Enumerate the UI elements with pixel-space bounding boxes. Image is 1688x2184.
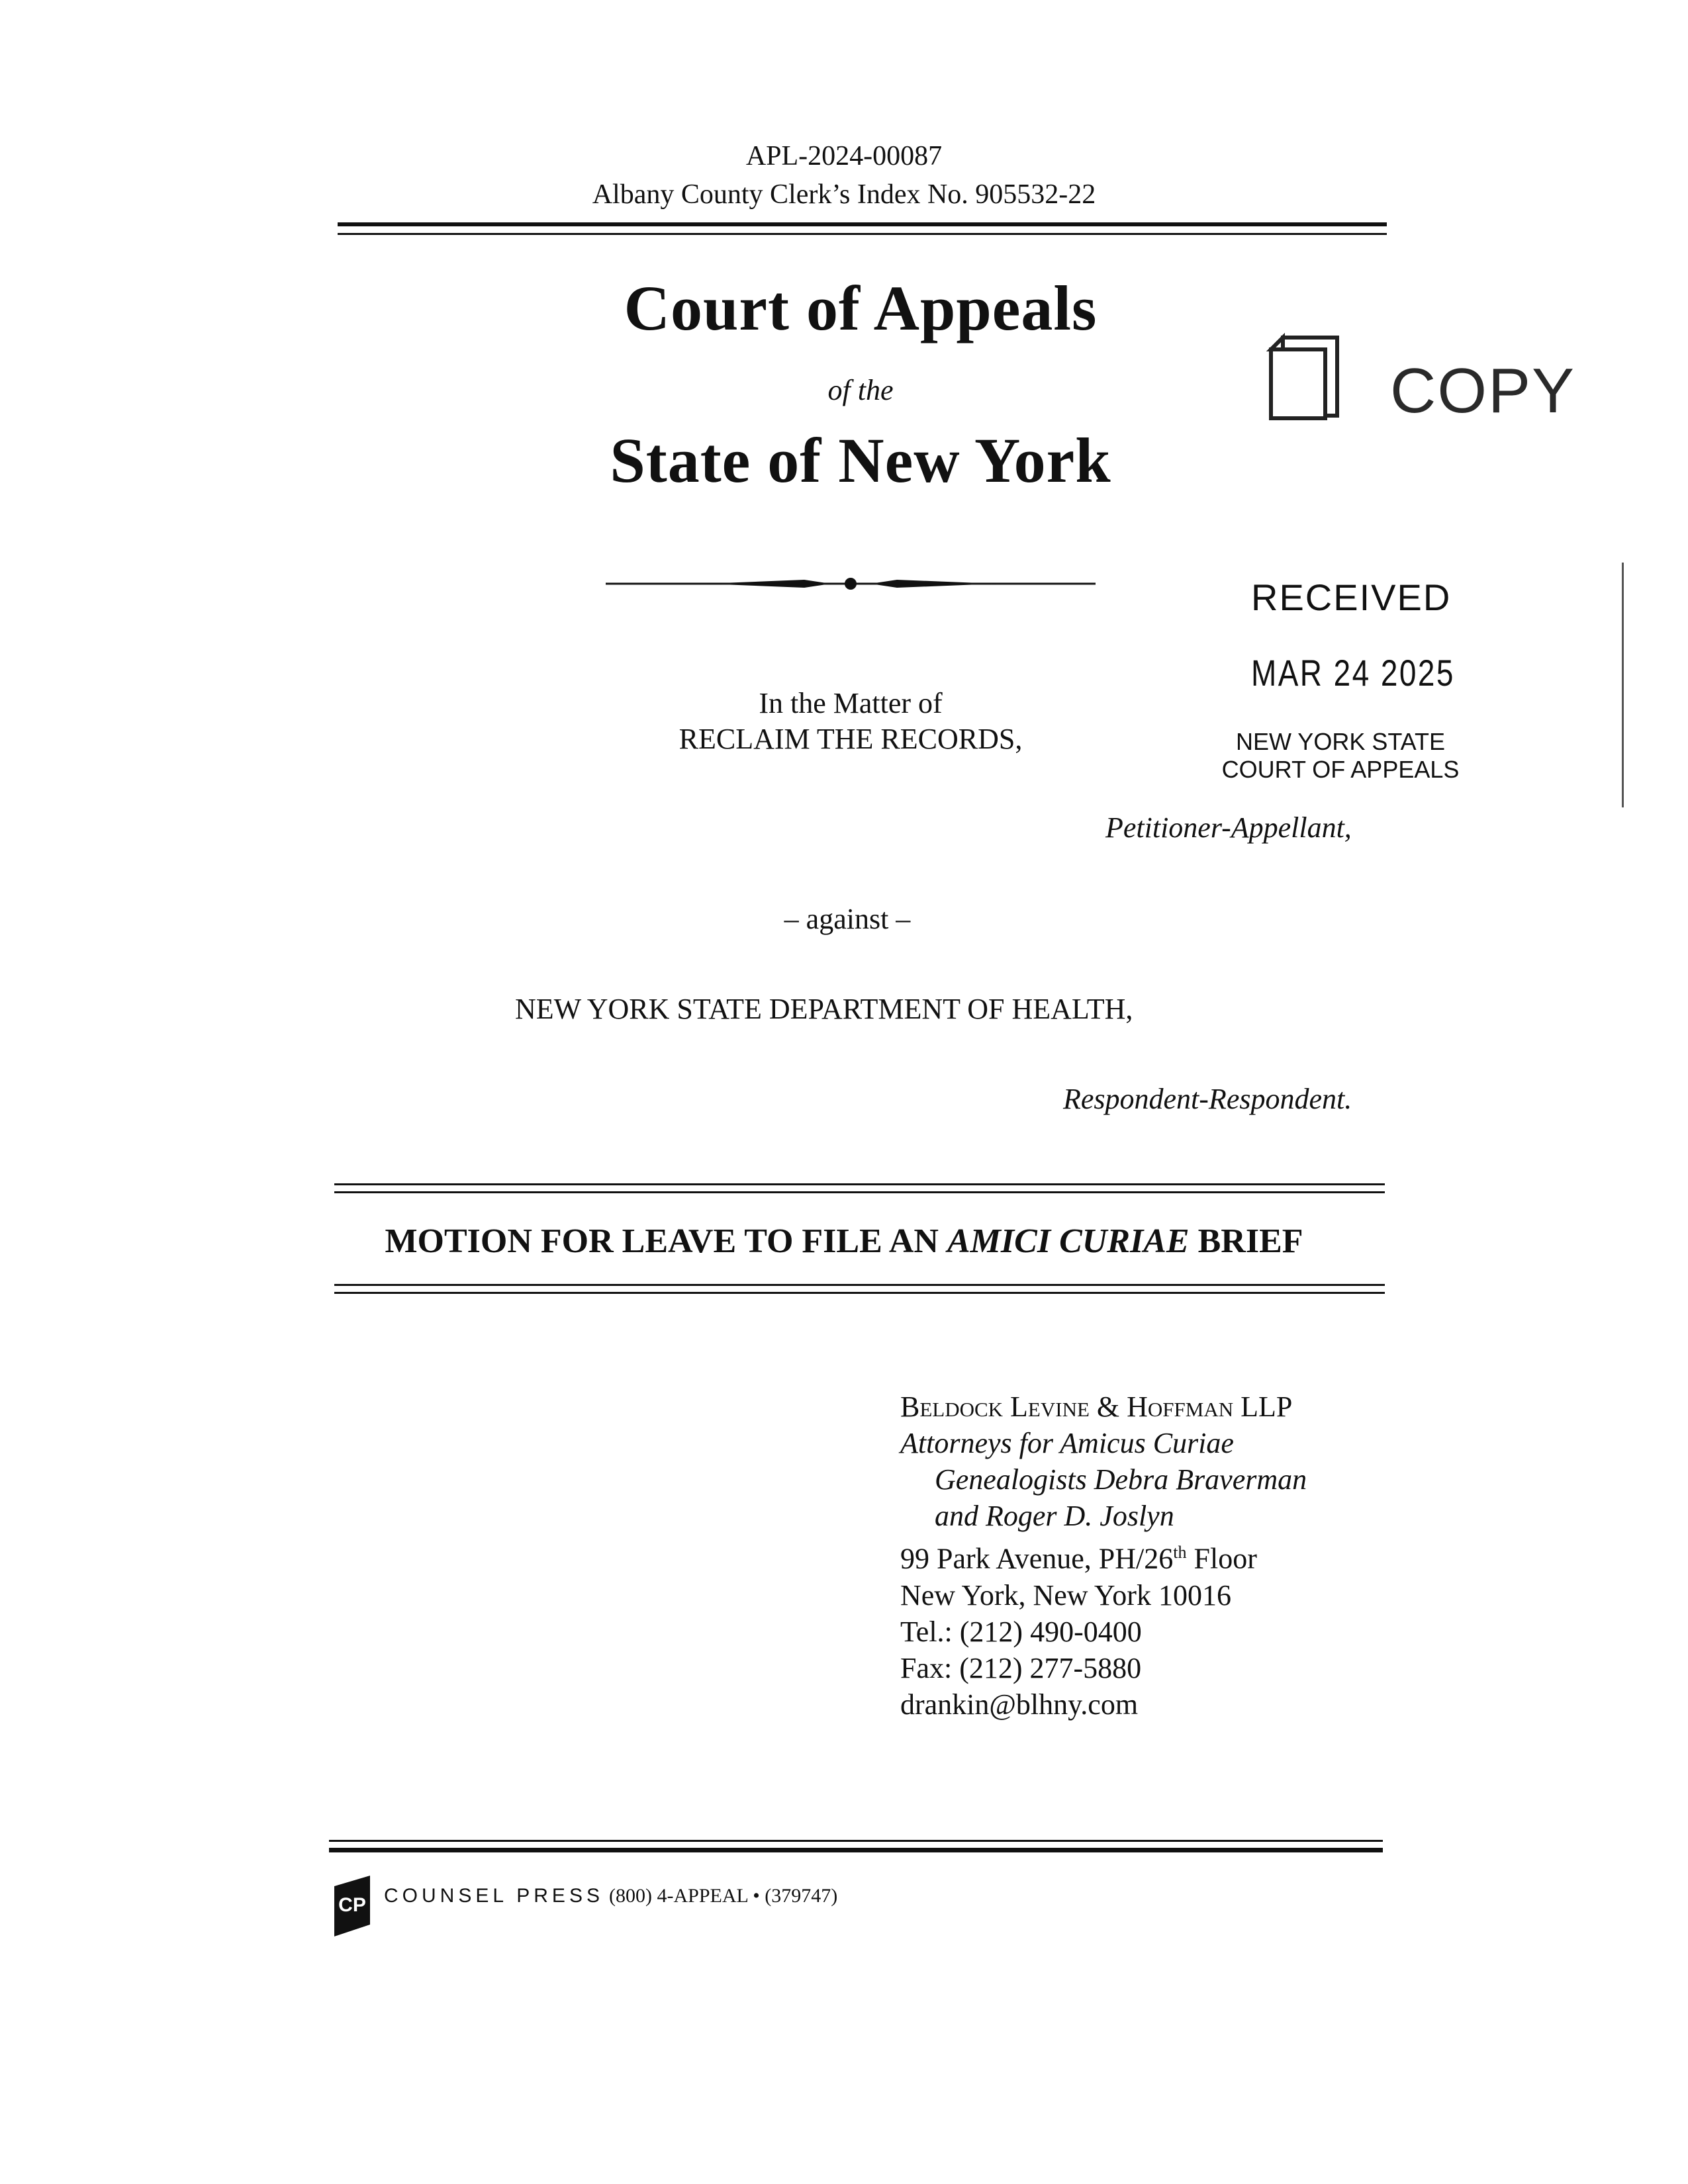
header-rule-thin	[338, 233, 1387, 235]
footer-rule-thin	[329, 1840, 1383, 1842]
counsel-fax: Fax: (212) 277-5880	[900, 1651, 1142, 1684]
scan-edge-mark	[1622, 563, 1624, 807]
logo-text: CP	[338, 1894, 366, 1916]
received-stamp-court-line1: NEW YORK STATE	[1235, 728, 1446, 755]
footer-press-name: COUNSEL PRESS	[384, 1885, 604, 1907]
court-state: State of New York	[610, 425, 1111, 496]
motion-title-pre: MOTION FOR LEAVE TO FILE AN	[385, 1222, 947, 1260]
document-copy-icon	[1264, 331, 1344, 424]
footer-rule-thick	[329, 1848, 1383, 1852]
docket-number: APL-2024-00087	[745, 141, 943, 171]
court-name: Court of Appeals	[624, 273, 1098, 343]
against-label: – against –	[784, 903, 911, 935]
respondent-name: NEW YORK STATE DEPARTMENT OF HEALTH,	[515, 993, 1133, 1025]
motion-title-italic: AMICI CURIAE	[947, 1222, 1190, 1260]
counsel-address1-sup: th	[1173, 1543, 1187, 1562]
received-stamp-status: RECEIVED	[1251, 576, 1452, 618]
counsel-role-line3: and Roger D. Joslyn	[935, 1500, 1174, 1532]
motion-rule-top-2	[334, 1191, 1385, 1193]
petitioner-role: Petitioner-Appellant,	[1105, 811, 1352, 844]
received-stamp-court-line2: COURT OF APPEALS	[1221, 756, 1460, 783]
counsel-address1-pre: 99 Park Avenue, PH/26	[900, 1542, 1174, 1575]
petitioner-name: RECLAIM THE RECORDS,	[679, 723, 1023, 755]
footer-phone: (800) 4-APPEAL • (379747)	[609, 1885, 838, 1907]
counsel-address1-post: Floor	[1186, 1542, 1257, 1575]
ornamental-divider	[606, 576, 1096, 592]
counsel-role-line1: Attorneys for Amicus Curiae	[900, 1427, 1234, 1459]
header-rule-thick	[338, 222, 1387, 226]
respondent-role: Respondent-Respondent.	[1063, 1083, 1352, 1115]
counsel-email: drankin@blhny.com	[900, 1688, 1139, 1721]
counsel-firm: Beldock Levine & Hoffman LLP	[900, 1390, 1293, 1423]
motion-rule-top-1	[334, 1183, 1385, 1185]
counsel-address2: New York, New York 10016	[900, 1578, 1231, 1612]
in-the-matter-of: In the Matter of	[759, 687, 943, 719]
copy-stamp-label: COPY	[1390, 355, 1576, 426]
motion-title	[0, 1222, 1688, 1261]
motion-rule-bottom-1	[334, 1284, 1385, 1286]
counsel-role-line2: Genealogists Debra Braverman	[935, 1463, 1307, 1496]
counsel-address1	[900, 1534, 1307, 1577]
counsel-press-logo	[329, 1873, 375, 1939]
motion-title-post: BRIEF	[1189, 1222, 1303, 1260]
counsel-tel: Tel.: (212) 490-0400	[900, 1615, 1142, 1648]
motion-rule-bottom-2	[334, 1292, 1385, 1294]
received-stamp-date: MAR 24 2025	[1251, 652, 1455, 694]
counsel-block	[900, 1388, 1307, 1723]
index-number: Albany County Clerk’s Index No. 905532-22	[592, 179, 1096, 210]
court-of-the: of the	[827, 374, 894, 406]
